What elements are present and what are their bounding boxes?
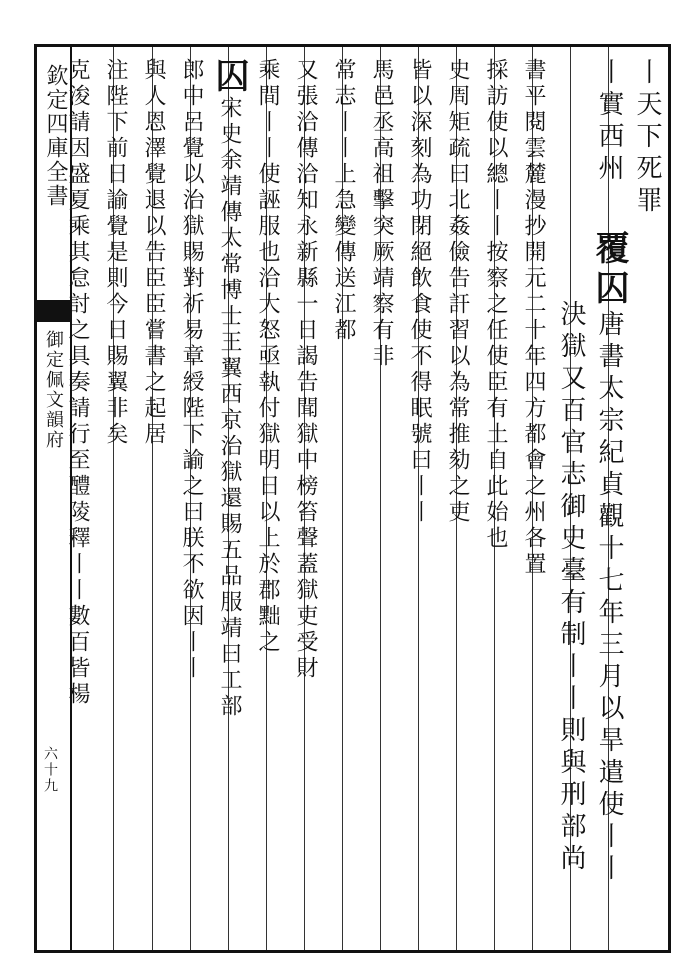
column-text: 注陛下前日諭覺是則今日賜翼非矣 xyxy=(103,58,128,448)
text-column xyxy=(400,58,438,526)
frame-right-border xyxy=(668,44,671,953)
text-column xyxy=(286,58,324,682)
column-text: 乘間丨丨使誣服也洽大怒亟執付獄明日以上於郡黜之 xyxy=(255,58,280,656)
text-column xyxy=(248,58,286,656)
gutter-title: 欽定四庫全書 xyxy=(43,64,68,208)
column-text: 與人恩澤覺退以告臣臣嘗書之起居 xyxy=(141,58,166,448)
frame-left-border xyxy=(34,44,37,953)
gutter-source: 御定佩文韻府 xyxy=(43,330,64,450)
text-column xyxy=(324,58,362,344)
column-text: 採訪使以總丨丨按察之任使臣有土自此始也 xyxy=(483,58,508,552)
page-number: 六十九 xyxy=(42,746,58,794)
text-column xyxy=(438,58,476,526)
text-column xyxy=(552,300,590,876)
column-text: 馬邑丞高祖擊突厥靖察有非 xyxy=(369,58,394,370)
text-column xyxy=(210,58,248,720)
text-column xyxy=(590,58,628,186)
frame-top-border xyxy=(34,44,671,47)
column-text: 決獄又百官志御史臺有制丨丨則與刑部尚 xyxy=(556,300,586,876)
column-text: 宋史余靖傳太常博士王翼西京治獄還賜五品服靖曰工部 xyxy=(217,96,242,720)
text-column xyxy=(476,58,514,552)
column-text: 皆以深刻為功閉絕飲食使不得眠號曰丨丨 xyxy=(407,58,432,526)
column-text: 常志丨丨上急變傳送江都 xyxy=(331,58,356,344)
text-column xyxy=(134,58,172,448)
text-column xyxy=(65,58,96,708)
column-text: 克浚請因盛夏乘其怠討之具奏請行至醴陵釋丨丨數百皆楊 xyxy=(65,58,90,708)
column-text: 唐書太宗紀貞觀十七年三月以旱遣使丨丨 xyxy=(594,310,624,886)
text-column xyxy=(628,58,666,218)
column-text: 書平閱雲麓漫抄開元二十年四方都會之州各置 xyxy=(521,58,546,578)
text-column xyxy=(172,58,210,682)
column-text: 丨實西州 xyxy=(594,58,624,186)
frame-bottom-border xyxy=(34,950,671,953)
entry-heading: 囚 xyxy=(209,58,249,96)
text-column xyxy=(96,58,134,448)
column-text: 郎中呂覺以治獄賜對祈易章綬陛下諭之曰朕不欲因丨丨 xyxy=(179,58,204,682)
entry-heading: 覆囚 xyxy=(589,230,629,310)
text-column xyxy=(590,230,628,886)
text-column xyxy=(514,58,552,578)
column-text: 又張洽傳洽知永新縣一日謁告聞獄中榜笞聲蓋獄吏受財 xyxy=(293,58,318,682)
column-text: 丨天下死罪 xyxy=(632,58,662,218)
column-text: 史周矩疏曰北姦儉告訐習以為常推劾之吏 xyxy=(445,58,470,526)
text-column xyxy=(362,58,400,370)
